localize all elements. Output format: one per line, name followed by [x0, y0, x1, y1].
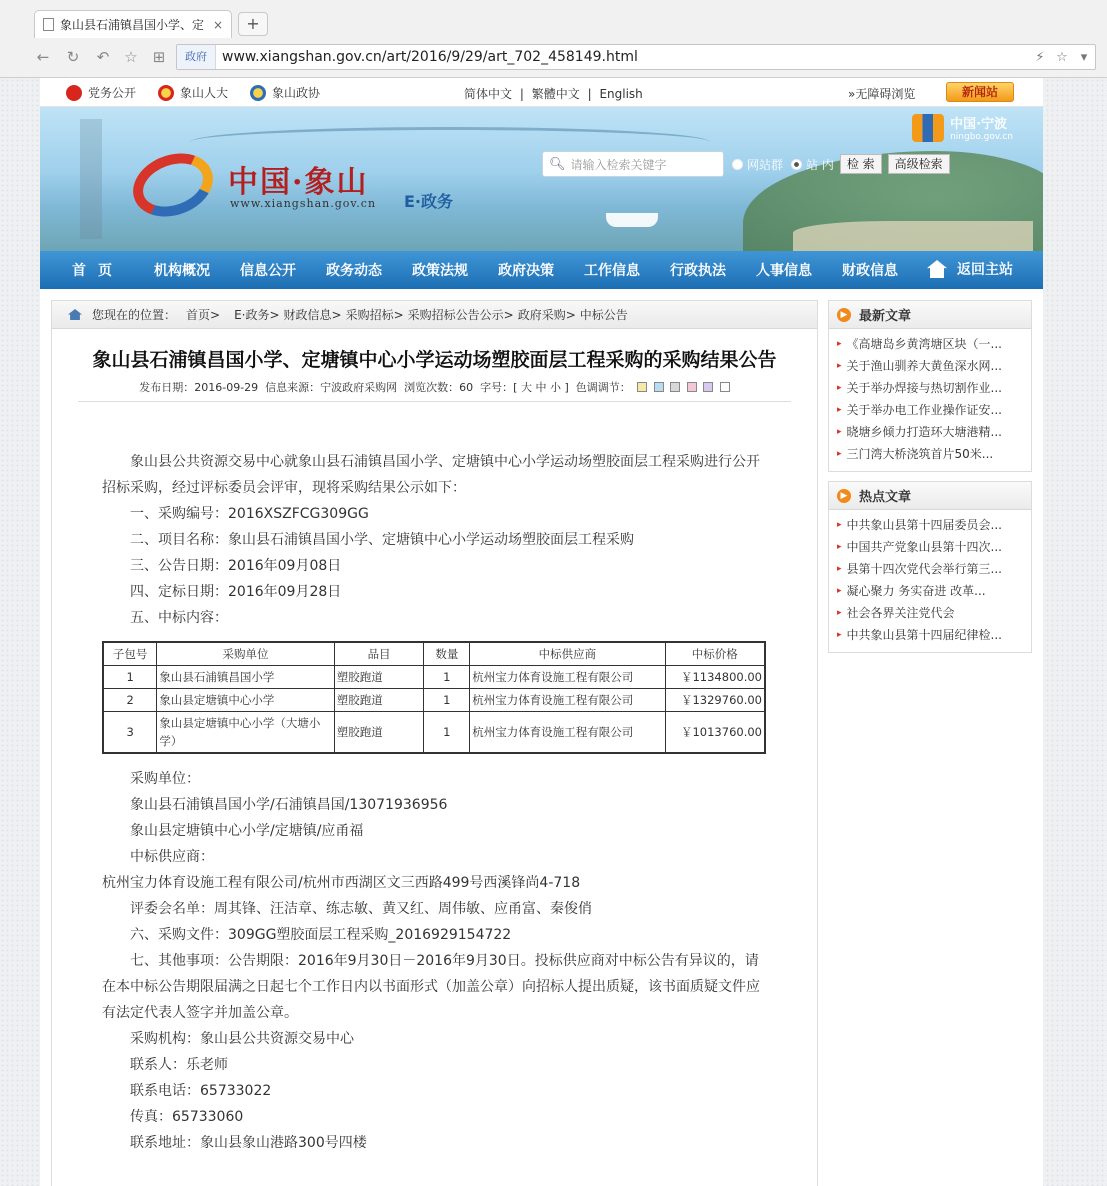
list-item-label: 三门湾大桥浇筑首片50米...	[846, 447, 994, 461]
bullet-arrow-icon: ▸	[837, 608, 842, 618]
radio-site-group[interactable]	[732, 156, 783, 173]
bullet-arrow-icon: ▸	[837, 361, 842, 371]
search-box	[542, 151, 950, 177]
address-bar[interactable]	[176, 44, 1096, 70]
lightning-icon[interactable]: ⚡	[1035, 49, 1045, 65]
list-item-label: 中共象山县第十四届纪律检...	[846, 628, 1002, 642]
egov-label: E·政务	[404, 192, 454, 211]
newsroom-button[interactable]: 新闻站	[946, 82, 1014, 102]
table-cell: 3	[103, 712, 157, 754]
beach-illustration	[793, 221, 1033, 251]
ningbo-logo-icon	[912, 114, 944, 142]
table-row	[103, 712, 765, 754]
list-item-label: 中国共产党象山县第十四次...	[846, 540, 1002, 554]
purchaser-heading: 采购单位：	[130, 771, 200, 787]
list-item-label: 关于举办焊接与热切割作业...	[846, 381, 1002, 395]
col-header: 采购单位	[157, 642, 334, 666]
browser-toolbar	[0, 40, 1107, 74]
nav-item-policy[interactable]: 政策法规	[412, 263, 468, 279]
list-item-label: 晓塘乡倾力打造环大塘港精...	[846, 425, 1002, 439]
font-size-control[interactable]: 字号：[ 大 中 小 ]	[480, 381, 569, 394]
purchaser-2: 象山县定塘镇中心小学/定塘镇/应甬福	[130, 823, 364, 839]
favorite-star-icon[interactable]: ☆	[124, 48, 138, 66]
close-tab-icon[interactable]: ×	[212, 17, 223, 32]
latest-articles-panel	[828, 300, 1032, 472]
color-swatch-white[interactable]	[720, 382, 730, 392]
other-matters: 七、其他事项：公告期限：2016年9月30日－2016年9月30日。投标供应商对中标公告有异议的，请在本中标公告期限届满之日起七个工作日内以书面形式（加盖公章）向招标人提出质疑，该书面质疑文件应有法定代表人签字并加盖公章。	[102, 953, 760, 1021]
intro-paragraph: 象山县公共资源交易中心就象山县石浦镇昌国小学、定塘镇中心小学运动场塑胶面层工程采购进行公开招标采购，经过评标委员会评审，现将采购结果公示如下：	[102, 454, 760, 496]
table-cell: 象山县石浦镇昌国小学	[157, 666, 334, 689]
arrow-circle-icon: ▶	[837, 489, 851, 503]
party-label: 党务公开	[88, 86, 137, 100]
npc-link[interactable]	[158, 84, 228, 101]
breadcrumb-item[interactable]: E·政务>	[234, 308, 280, 322]
party-link[interactable]	[66, 84, 136, 101]
cppcc-link[interactable]	[250, 84, 320, 101]
ningbo-name: 中国·宁波	[950, 117, 1008, 132]
breadcrumb-item[interactable]: 中标公告	[579, 308, 628, 322]
site-badge: 政府	[177, 45, 216, 69]
nav-item-gov-news[interactable]: 政务动态	[326, 263, 382, 279]
lang-simplified[interactable]: 简体中文	[464, 87, 513, 101]
breadcrumb-item[interactable]: 政府采购>	[517, 308, 576, 322]
breadcrumb-item[interactable]: 首页>	[186, 308, 221, 322]
announce-date: 三、公告日期：2016年09月08日	[130, 558, 342, 574]
article-body	[102, 449, 762, 1156]
nav-item-finance[interactable]: 财政信息	[842, 263, 898, 279]
table-header-row	[103, 642, 765, 666]
procurement-number: 一、采购编号：2016XSZFCG309GG	[130, 506, 369, 522]
table-cell: ￥1329760.00	[665, 689, 765, 712]
arrow-circle-icon: ▶	[837, 308, 851, 322]
radio-in-site[interactable]	[791, 156, 834, 173]
radio-label: 站 内	[806, 157, 834, 172]
list-item[interactable]	[837, 399, 1025, 421]
article-panel	[51, 300, 818, 1186]
table-cell: 象山县定塘镇中心小学（大塘小学）	[157, 712, 334, 754]
accessibility-link[interactable]: »无障碍浏览	[848, 87, 916, 101]
list-item[interactable]	[837, 558, 1025, 580]
hot-articles-header	[829, 482, 1031, 510]
bullet-arrow-icon: ▸	[837, 630, 842, 640]
view-count: 浏览次数：60	[404, 381, 474, 394]
list-item[interactable]	[837, 514, 1025, 536]
bullet-arrow-icon: ▸	[837, 542, 842, 552]
color-control-label: 色调调节：	[575, 381, 631, 394]
bullet-arrow-icon: ▸	[837, 564, 842, 574]
table-cell: 杭州宝力体育设施工程有限公司	[470, 666, 665, 689]
tab-bar	[0, 8, 1107, 38]
bookmark-star-icon[interactable]: ☆	[1056, 49, 1068, 65]
supplier-info: 杭州宝力体育设施工程有限公司/杭州市西湖区文三西路499号西溪锋尚4-718	[102, 875, 581, 891]
table-cell: ￥1134800.00	[665, 666, 765, 689]
nav-item-org[interactable]: 机构概况	[154, 263, 210, 279]
party-emblem-icon	[66, 85, 82, 101]
table-cell: 1	[103, 666, 157, 689]
article-meta	[78, 379, 791, 402]
browser-tab[interactable]	[34, 10, 232, 38]
list-item[interactable]	[837, 624, 1025, 646]
nav-item-work-info[interactable]: 工作信息	[584, 263, 640, 279]
list-item-label: 社会各界关注党代会	[846, 606, 955, 620]
cppcc-emblem-icon	[250, 85, 266, 101]
bullet-arrow-icon: ▸	[837, 383, 842, 393]
list-item-label: 《高塘岛乡黄湾塘区块（一...	[846, 337, 1002, 351]
separator: |	[519, 87, 524, 101]
ningbo-url: ningbo.gov.cn	[950, 132, 1013, 142]
ningbo-link[interactable]	[912, 113, 1013, 142]
list-item-label: 中共象山县第十四届委员会...	[846, 518, 1002, 532]
contact-phone: 联系电话：65733022	[130, 1083, 272, 1099]
radio-button[interactable]	[732, 159, 743, 170]
table-cell: 塑胶跑道	[334, 712, 424, 754]
project-name: 二、项目名称：象山县石浦镇昌国小学、定塘镇中心小学运动场塑胶面层工程采购	[130, 532, 634, 548]
col-header: 数量	[424, 642, 470, 666]
nav-item-info-public[interactable]: 信息公开	[240, 263, 296, 279]
list-item-label: 关于举办电工作业操作证安...	[846, 403, 1002, 417]
list-item[interactable]	[837, 377, 1025, 399]
new-tab-button[interactable]: +	[238, 12, 268, 36]
dropdown-icon[interactable]: ▾	[1080, 49, 1088, 65]
list-item[interactable]	[837, 536, 1025, 558]
hot-articles-panel	[828, 481, 1032, 653]
committee-list: 评委会名单：周其锋、汪洁章、练志敏、黄又红、周伟敏、应甬富、秦俊俏	[130, 901, 592, 917]
table-cell: 1	[424, 712, 470, 754]
back-icon[interactable]: ←	[36, 48, 50, 66]
house-icon	[927, 260, 947, 278]
breadcrumb-item[interactable]: 财政信息>	[283, 308, 342, 322]
bullet-arrow-icon: ▸	[837, 427, 842, 437]
radio-label: 网站群	[747, 157, 784, 172]
table-cell: 1	[424, 689, 470, 712]
top-links-bar	[40, 78, 1043, 107]
site-url: www.xiangshan.gov.cn	[230, 197, 377, 210]
main-nav	[40, 251, 1043, 289]
pagoda-illustration	[80, 119, 102, 239]
award-date: 四、定标日期：2016年09月28日	[130, 584, 342, 600]
url-text[interactable]: www.xiangshan.gov.cn/art/2016/9/29/art_702_458149.html	[222, 49, 638, 65]
list-item[interactable]	[837, 355, 1025, 377]
search-placeholder: 请输入检索关键字	[570, 157, 667, 172]
info-source: 信息来源：宁波政府采购网	[265, 381, 398, 394]
latest-articles-header	[829, 301, 1031, 329]
return-main-site-label: 返回主站	[957, 262, 1013, 278]
table-cell: ￥1013760.00	[665, 712, 765, 754]
color-swatch-yellow[interactable]	[637, 382, 647, 392]
table-cell: 2	[103, 689, 157, 712]
list-item[interactable]	[837, 580, 1025, 602]
bullet-arrow-icon: ▸	[837, 449, 842, 459]
supplier-heading: 中标供应商：	[130, 849, 214, 865]
breadcrumb-item[interactable]: 采购招标>	[345, 308, 404, 322]
list-item[interactable]	[837, 421, 1025, 443]
color-swatch-pink[interactable]	[687, 382, 697, 392]
table-cell: 象山县定塘镇中心小学	[157, 689, 334, 712]
tab-title: 象山县石浦镇昌国小学、定	[60, 18, 205, 32]
col-header: 品目	[334, 642, 424, 666]
national-emblem-icon	[158, 85, 174, 101]
site-wrapper	[40, 78, 1043, 1186]
col-header: 子包号	[103, 642, 157, 666]
radio-button-selected[interactable]	[791, 159, 802, 170]
table-cell: 1	[424, 666, 470, 689]
separator: |	[587, 87, 592, 101]
col-header: 中标价格	[665, 642, 765, 666]
bullet-arrow-icon: ▸	[837, 586, 842, 596]
col-header: 中标供应商	[470, 642, 665, 666]
color-swatch-blue[interactable]	[654, 382, 664, 392]
agency: 采购机构：象山县公共资源交易中心	[130, 1031, 354, 1047]
list-item[interactable]	[837, 443, 1025, 465]
list-item[interactable]	[837, 333, 1025, 355]
table-cell: 杭州宝力体育设施工程有限公司	[470, 689, 665, 712]
nav-item-personnel[interactable]: 人事信息	[756, 263, 812, 279]
apps-grid-icon[interactable]: ⊞	[152, 48, 166, 66]
undo-icon[interactable]: ↶	[96, 48, 110, 66]
award-table	[102, 641, 766, 754]
nav-item-law-enforcement[interactable]: 行政执法	[670, 263, 726, 279]
reload-icon[interactable]: ↻	[66, 48, 80, 66]
table-cell: 杭州宝力体育设施工程有限公司	[470, 712, 665, 754]
latest-articles-title: 最新文章	[859, 309, 912, 324]
table-cell: 塑胶跑道	[334, 689, 424, 712]
return-main-site-link[interactable]	[927, 259, 1013, 279]
color-swatch-gray[interactable]	[670, 382, 680, 392]
contact-person: 联系人：乐老师	[130, 1057, 228, 1073]
breadcrumb	[52, 301, 817, 329]
cppcc-label: 象山政协	[272, 86, 321, 100]
search-button[interactable]: 检 索	[840, 154, 882, 174]
hot-articles-title: 热点文章	[859, 490, 912, 505]
purchaser-1: 象山县石浦镇昌国小学/石浦镇昌国/13071936956	[130, 797, 448, 813]
lang-english[interactable]: English	[599, 87, 643, 101]
ship-illustration	[606, 213, 658, 227]
nav-item-home[interactable]: 首页	[72, 263, 124, 279]
address: 联系地址：象山县象山港路300号四楼	[130, 1135, 367, 1151]
bullet-arrow-icon: ▸	[837, 405, 842, 415]
lang-traditional[interactable]: 繁體中文	[531, 87, 580, 101]
language-switcher	[462, 85, 645, 102]
nav-item-decision[interactable]: 政府决策	[498, 263, 554, 279]
fax: 传真：65733060	[130, 1109, 244, 1125]
home-icon	[68, 309, 82, 320]
site-name: 中国·象山	[228, 165, 369, 200]
table-row	[103, 689, 765, 712]
bullet-arrow-icon: ▸	[837, 520, 842, 530]
site-banner	[40, 107, 1043, 251]
article-title: 象山县石浦镇昌国小学、定塘镇中心小学运动场塑胶面层工程采购的采购结果公告	[92, 349, 777, 371]
advanced-search-button[interactable]: 高级检索	[888, 154, 950, 174]
list-item[interactable]	[837, 602, 1025, 624]
list-item-label: 凝心聚力 务实奋进 改革...	[846, 584, 986, 598]
list-item-label: 关于渔山驯养大黄鱼深水网...	[846, 359, 1002, 373]
list-item-label: 县第十四次党代会举行第三...	[846, 562, 1002, 576]
publish-date: 发布日期：2016-09-29	[139, 381, 259, 394]
procurement-file: 六、采购文件：309GG塑胶面层工程采购_2016929154722	[130, 927, 512, 943]
award-content-heading: 五、中标内容：	[130, 610, 228, 626]
table-cell: 塑胶跑道	[334, 666, 424, 689]
breadcrumb-item[interactable]: 采购招标公告公示>	[407, 308, 514, 322]
browser-chrome	[0, 0, 1107, 78]
search-icon: 🔍︎	[549, 156, 566, 172]
table-row	[103, 666, 765, 689]
npc-label: 象山人大	[180, 86, 229, 100]
page-icon	[43, 18, 54, 31]
search-input[interactable]	[542, 151, 724, 177]
bullet-arrow-icon: ▸	[837, 339, 842, 349]
breadcrumb-label: 您现在的位置：	[92, 308, 177, 322]
color-swatch-purple[interactable]	[703, 382, 713, 392]
